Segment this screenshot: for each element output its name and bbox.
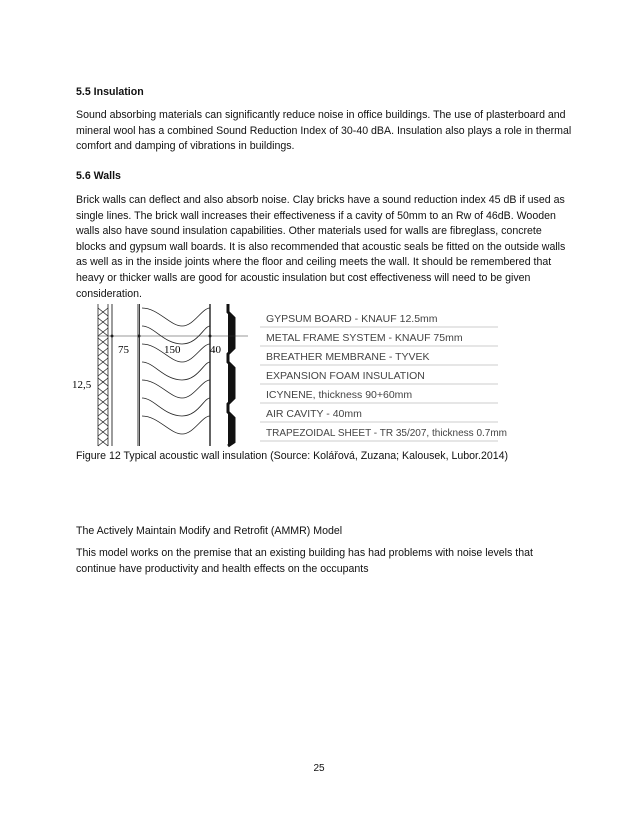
trapezoidal-sheet bbox=[228, 304, 234, 446]
paragraph-ammr: This model works on the premise that an existing building has had problems with noise levels that continue have productivity and health effects on the occupants bbox=[76, 547, 533, 575]
dimension-12-5: 12,5 bbox=[72, 379, 92, 391]
wall-section-figure bbox=[72, 304, 508, 446]
heading-walls: 5.6 Walls bbox=[76, 170, 121, 182]
paragraph-insulation: Sound absorbing materials can significantly reduce noise in office buildings. The use of plasterboard and mineral wool has a combined Sound Reduction Index of 30-40 dBA. Insulation also plays a role in thermal comfort and damping of vibrations in buildings. bbox=[76, 109, 572, 153]
layer-label: EXPANSION FOAM INSULATION bbox=[266, 370, 425, 382]
wall-section-diagram bbox=[72, 304, 508, 446]
dimension-75: 75 bbox=[118, 344, 129, 356]
dimension-line bbox=[98, 335, 248, 337]
layer-labels bbox=[260, 313, 507, 441]
layer-label: AIR CAVITY - 40mm bbox=[266, 408, 362, 420]
layer-label: BREATHER MEMBRANE - TYVEK bbox=[266, 351, 430, 363]
layer-label: GYPSUM BOARD - KNAUF 12.5mm bbox=[266, 313, 438, 325]
heading-ammr: The Actively Maintain Modify and Retrofit (AMMR) Model bbox=[76, 525, 343, 537]
layer-label: TRAPEZOIDAL SHEET - TR 35/207, thickness 0.7mm bbox=[266, 428, 508, 439]
dimension-40: 40 bbox=[210, 344, 221, 356]
paragraph-walls: Brick walls can deflect and also absorb noise. Clay bricks have a sound reduction index 45 dB if used as single lines. The brick wall increases their effectiveness if a cavity of 50mm to an Rw of 46dB. Wooden walls also have sound insulation capabilities. Other materials used for walls are fibreglass, concrete blocks and gypsum wall boards. It is also recommended that acoustic seals be fitted on the outside walls as well as in the inside joints where the floor and ceiling meets the wall. It should be remembered that heavy or thicker walls are good for acoustic insulation but cost effectiveness will need to be given consideration. bbox=[76, 194, 566, 300]
page-number: 25 bbox=[313, 763, 325, 774]
dimension-150: 150 bbox=[164, 344, 181, 356]
heading-insulation: 5.5 Insulation bbox=[76, 86, 144, 98]
figure-caption: Figure 12 Typical acoustic wall insulation (Source: Kolářová, Zuzana; Kalousek, Lubor.2014) bbox=[76, 450, 509, 462]
insulation-pattern bbox=[142, 304, 210, 446]
layer-label: METAL FRAME SYSTEM - KNAUF 75mm bbox=[266, 332, 463, 344]
layer-label: ICYNENE, thickness 90+60mm bbox=[266, 389, 413, 401]
metal-frame bbox=[112, 304, 140, 446]
gypsum-board-hatch bbox=[98, 304, 108, 446]
